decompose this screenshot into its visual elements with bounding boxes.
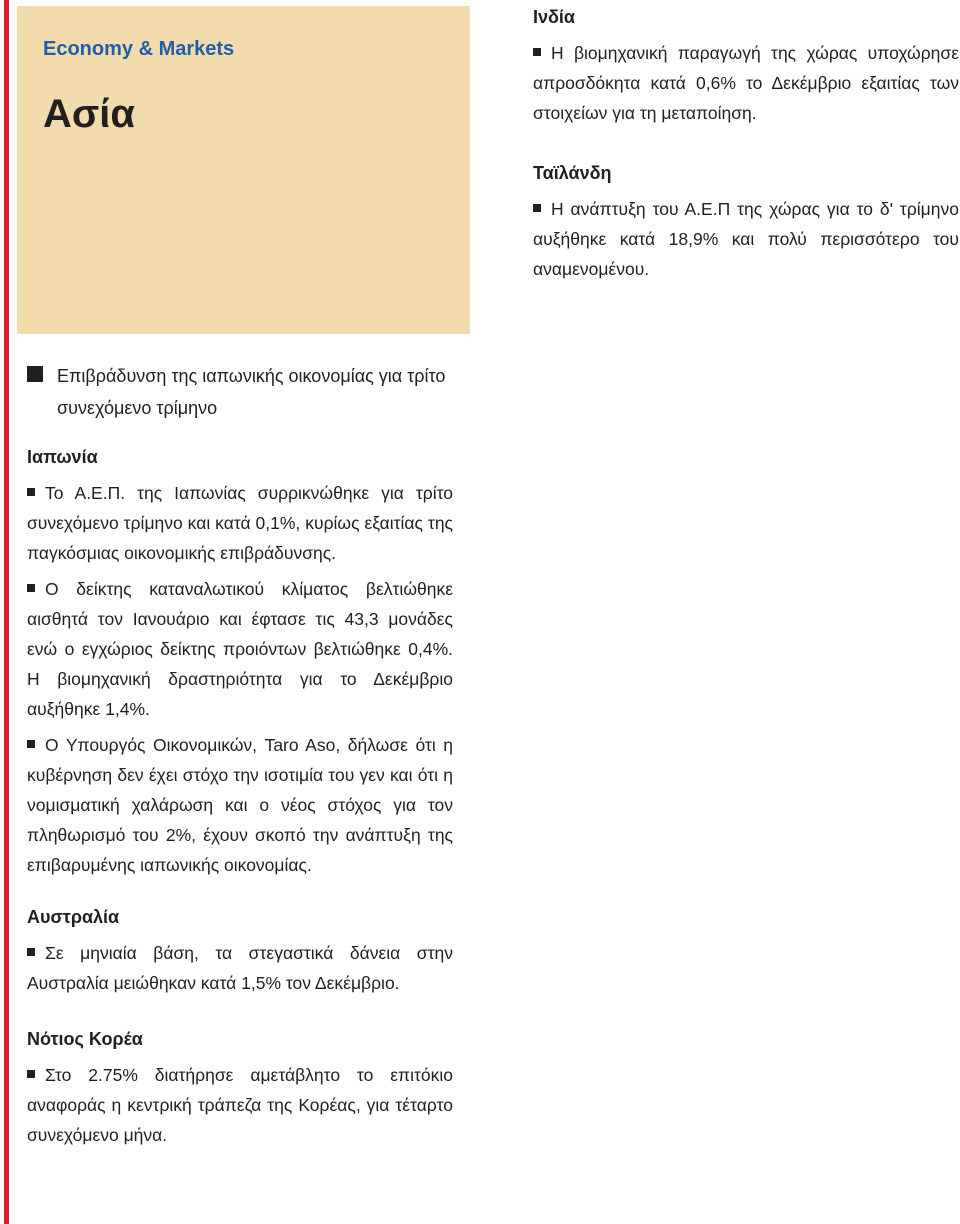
japan-bullet-1: Το Α.Ε.Π. της Ιαπωνίας συρρικνώθηκε για τρίτο συνεχόμενο τρίμηνο και κατά 0,1%, κυρίως εξαιτίας της παγκόσμιας οικονομικής επιβράδυνσης. (27, 483, 453, 563)
thailand-bullet-1: Η ανάπτυξη του Α.Ε.Π της χώρας για το δ' τρίμηνο αυξήθηκε κατά 18,9% και πολύ περισσότερο του αναμενομένου. (533, 199, 959, 279)
bullet-icon (27, 948, 35, 956)
heading-korea: Νότιος Κορέα (27, 1029, 143, 1049)
australia-bullet-1: Σε μηνιαία βάση, τα στεγαστικά δάνεια στην Αυστραλία μειώθηκαν κατά 1,5% τον Δεκέμβριο. (27, 943, 453, 993)
heading-thailand: Ταϊλάνδη (533, 163, 612, 183)
heading-japan: Ιαπωνία (27, 447, 98, 467)
right-column (533, 4, 959, 284)
section-label: Economy & Markets (43, 38, 235, 60)
bullet-icon (533, 204, 541, 212)
japan-bullet-3: Ο Υπουργός Οικονομικών, Taro Aso, δήλωσε ότι η κυβέρνηση δεν έχει στόχο την ισοτιμία του γεν και ότι η νομισματική χαλάρωση και ο νέος στόχος για τον πληθωρισμό του 2%, έχουν σκοπό την ανάπτυξη της επιβαρυμένης ιαπωνικής οικονομίας. (27, 735, 453, 875)
headline: Επιβράδυνση της ιαπωνικής οικονομίας για τρίτο συνεχόμενο τρίμηνο (27, 360, 453, 424)
bullet-icon (27, 740, 35, 748)
bullet-icon (27, 488, 35, 496)
page-title: Ασία (43, 92, 135, 136)
headline-bullet-icon (27, 366, 43, 382)
left-column (27, 360, 453, 1150)
japan-bullet-2: Ο δείκτης καταναλωτικού κλίματος βελτιώθηκε αισθητά τον Ιανουάριο και έφτασε τις 43,3 μονάδες ενώ ο εγχώριος δείκτης προιόντων βελτιώθηκε 0,4%. Η βιομηχανική δραστηριότητα για το Δεκέμβριο αυξήθηκε 1,4%. (27, 579, 453, 719)
bullet-icon (533, 48, 541, 56)
bullet-icon (27, 584, 35, 592)
bullet-icon (27, 1070, 35, 1078)
india-bullet-1: Η βιομηχανική παραγωγή της χώρας υποχώρησε απροσδόκητα κατά 0,6% το Δεκέμβριο εξαιτίας των στοιχείων για τη μεταποίηση. (533, 43, 959, 123)
heading-australia: Αυστραλία (27, 907, 120, 927)
korea-bullet-1: Στο 2.75% διατήρησε αμετάβλητο το επιτόκιο αναφοράς η κεντρική τράπεζα της Κορέας, για τέταρτο συνεχόμενο μήνα. (27, 1065, 453, 1145)
left-accent-bar (4, 0, 9, 1224)
heading-india: Ινδία (533, 7, 575, 27)
